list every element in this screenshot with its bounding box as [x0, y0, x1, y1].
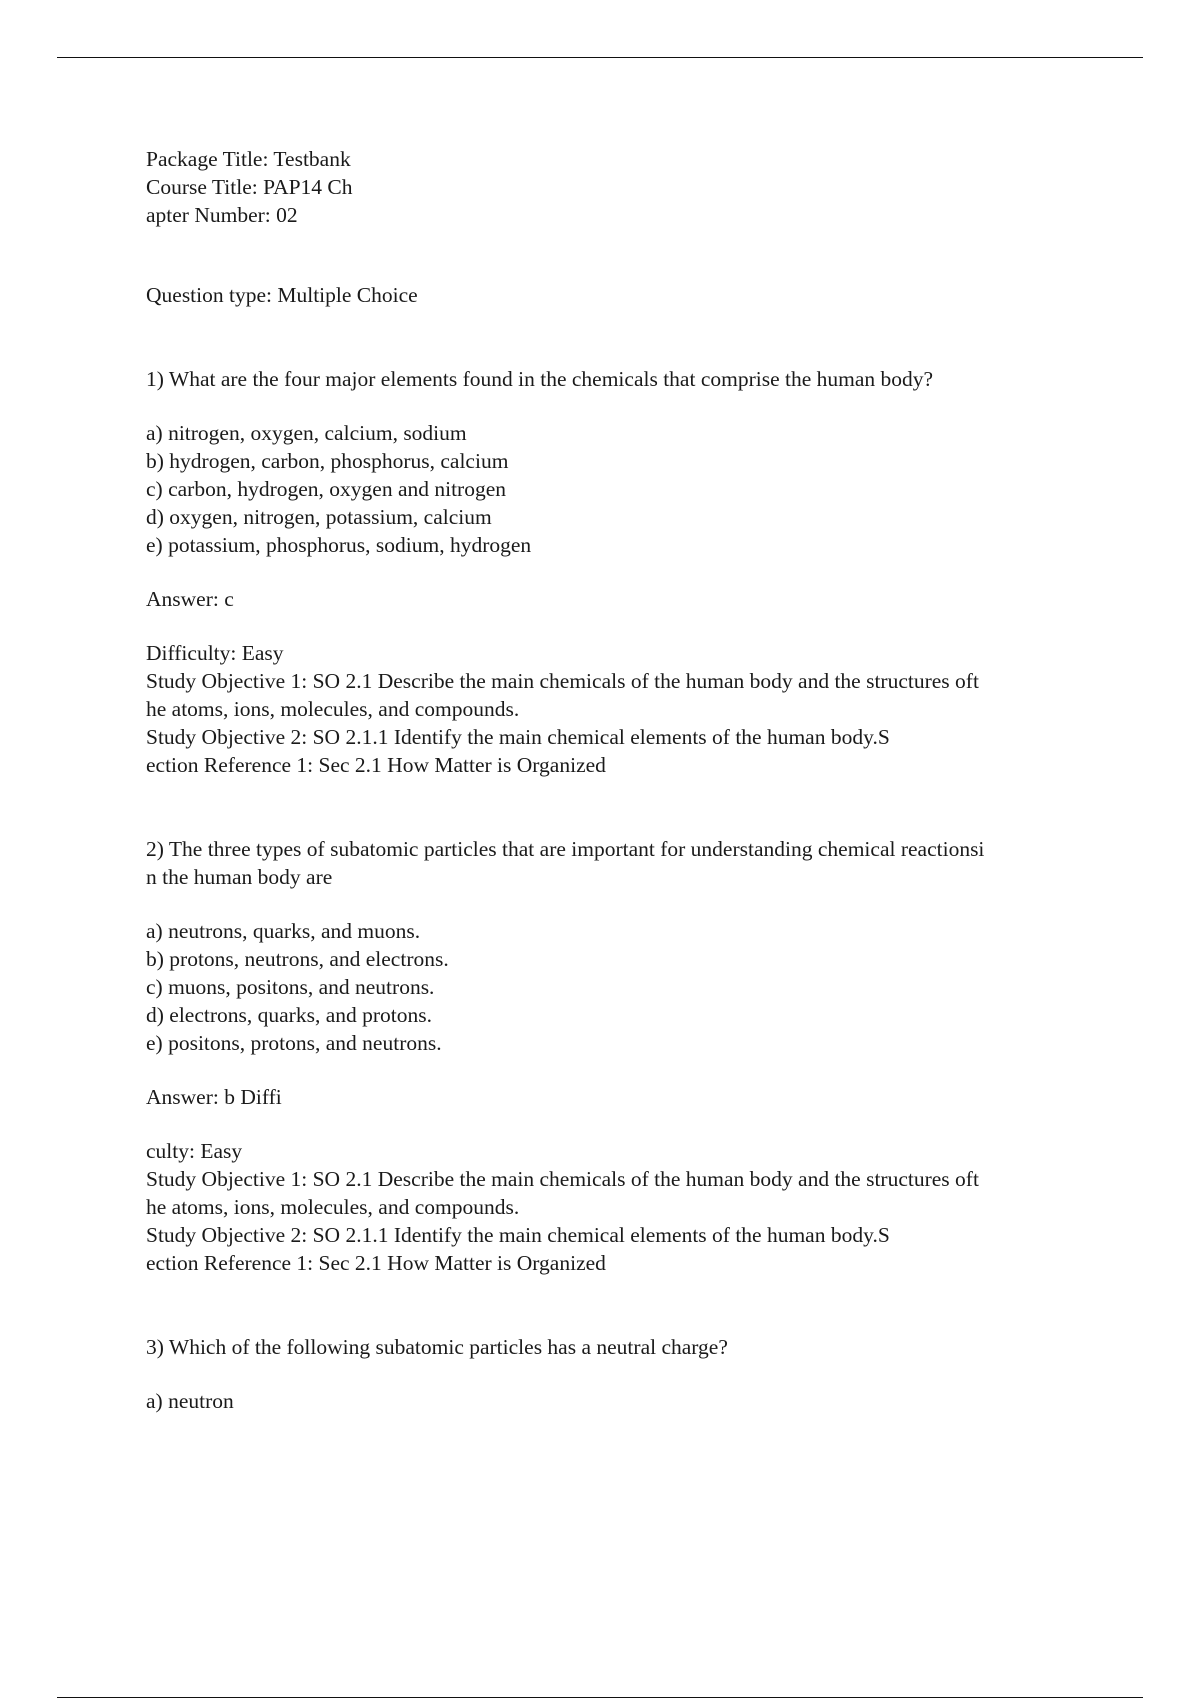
question-prompt: 2) The three types of subatomic particles that are important for understanding chemical reactionsi: [146, 837, 985, 861]
option-d: d) electrons, quarks, and protons.: [146, 1003, 432, 1027]
question-prompt-cont: n the human body are: [146, 865, 333, 889]
chapter-number: apter Number: 02: [146, 203, 298, 227]
option-a: a) nitrogen, oxygen, calcium, sodium: [146, 421, 467, 445]
study-objective-2: Study Objective 2: SO 2.1.1 Identify the main chemical elements of the human body.S: [146, 725, 890, 749]
option-c: c) carbon, hydrogen, oxygen and nitrogen: [146, 477, 507, 501]
option-a: a) neutrons, quarks, and muons.: [146, 919, 421, 943]
study-objective-1: Study Objective 1: SO 2.1 Describe the main chemicals of the human body and the structures oft: [146, 669, 979, 693]
section-reference: ection Reference 1: Sec 2.1 How Matter is Organized: [146, 753, 606, 777]
question-1: [146, 365, 1086, 779]
question-3: [146, 1333, 1086, 1415]
option-d: d) oxygen, nitrogen, potassium, calcium: [146, 505, 492, 529]
header-block: [146, 145, 1086, 229]
option-c: c) muons, positons, and neutrons.: [146, 975, 435, 999]
difficulty: Difficulty: Easy: [146, 641, 284, 665]
bottom-rule: [57, 1697, 1143, 1698]
study-objective-1: Study Objective 1: SO 2.1 Describe the main chemicals of the human body and the structures oft: [146, 1167, 979, 1191]
question-prompt: 3) Which of the following subatomic particles has a neutral charge?: [146, 1335, 728, 1359]
question-prompt: 1) What are the four major elements found in the chemicals that comprise the human body?: [146, 367, 934, 391]
question-2: [146, 835, 1086, 1277]
course-title: Course Title: PAP14 Ch: [146, 175, 353, 199]
section-reference: ection Reference 1: Sec 2.1 How Matter is Organized: [146, 1251, 606, 1275]
option-b: b) protons, neutrons, and electrons.: [146, 947, 449, 971]
option-b: b) hydrogen, carbon, phosphorus, calcium: [146, 449, 509, 473]
document-body: [146, 145, 1086, 1415]
top-rule: [57, 57, 1143, 58]
difficulty: culty: Easy: [146, 1139, 243, 1163]
package-title: Package Title: Testbank: [146, 147, 351, 171]
answer: Answer: b Diffi: [146, 1085, 282, 1109]
question-type: Question type: Multiple Choice: [146, 283, 418, 307]
answer: Answer: c: [146, 587, 234, 611]
study-objective-1-cont: he atoms, ions, molecules, and compounds.: [146, 697, 520, 721]
study-objective-1-cont: he atoms, ions, molecules, and compounds.: [146, 1195, 520, 1219]
study-objective-2: Study Objective 2: SO 2.1.1 Identify the main chemical elements of the human body.S: [146, 1223, 890, 1247]
option-e: e) positons, protons, and neutrons.: [146, 1031, 442, 1055]
option-a: a) neutron: [146, 1389, 234, 1413]
option-e: e) potassium, phosphorus, sodium, hydrogen: [146, 533, 532, 557]
